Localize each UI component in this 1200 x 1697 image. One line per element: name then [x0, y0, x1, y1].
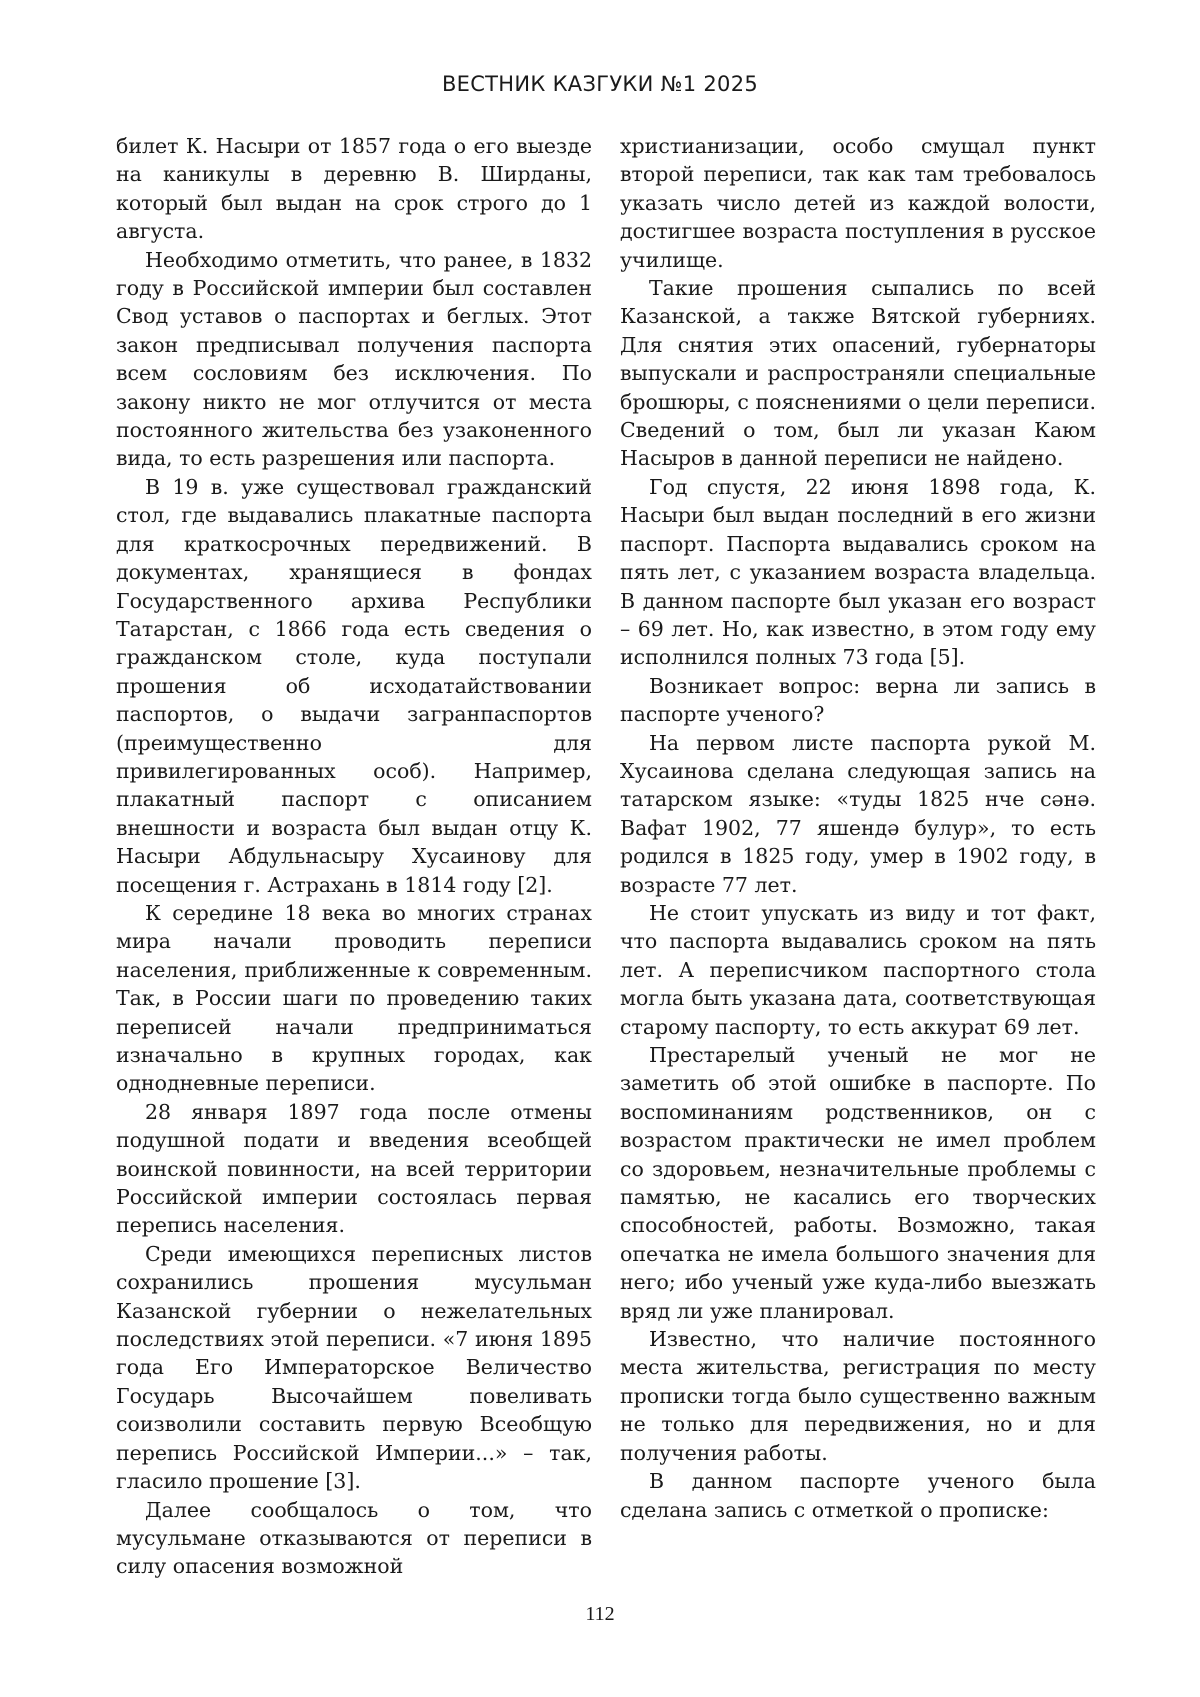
paragraph: Известно, что наличие постоянного места жительства, регистрация по месту прописки тогда было существенно важным не только для передвижения, но и для получения работы.: [620, 1327, 1096, 1465]
paragraph: Среди имеющихся переписных листов сохранились прошения мусульман Казанской губернии о нежелательных последствиях этой переписи. «7 июня 1895 года Его Императорское Величество Государь Высочайшем повеливать соизволили составить первую Всеобщую перепись Российской Империи...» – так, гласило прошение [3].: [116, 1241, 592, 1494]
paragraph: Престарелый ученый не мог не заметить об этой ошибке в паспорте. По воспоминаниям родственников, он с возрастом практически не имел проблем со здоровьем, незначительные проблемы с памятью, не касались его творческих способностей, работы. Возможно, такая опечатка не имела большого значения для него; ибо ученый уже куда-либо выезжать вряд ли уже планировал.: [620, 1043, 1096, 1323]
page-number: 112: [585, 1603, 615, 1625]
right-column: [620, 132, 1096, 1524]
paragraph: Не стоит упускать из виду и тот факт, что паспорта выдавались сроком на пять лет. А переписчиком паспортного стола могла быть указана дата, соответствующая старому паспорту, то есть аккурат 69 лет.: [620, 900, 1096, 1039]
paragraph: 28 января 1897 года после отмены подушной подати и введения всеобщей воинской повинности, на всей территории Российской империи состоялась первая перепись населения.: [116, 1099, 592, 1238]
paragraph: Такие прошения сыпались по всей Казанской, а также Вятской губерниях. Для снятия этих опасений, губернаторы выпускали и распространяли специальные брошюры, с пояснениями о цели переписи. Сведений о том, был ли указан Каюм Насыров в данной переписи не найдено.: [620, 276, 1096, 471]
paragraph: Год спустя, 22 июня 1898 года, К. Насыри был выдан последний в его жизни паспорт. Паспорта выдавались сроком на пять лет, с указанием возраста владельца. В данном паспорте был указан его возраст – 69 лет. Но, как известно, в этом году ему исполнился полных 73 года [5].: [620, 474, 1096, 670]
paragraph: К середине 18 века во многих странах мира начали проводить переписи населения, приближенные к современным. Так, в России шаги по проведению таких переписей начали предприниматься изначально в крупных городах, как однодневные переписи.: [116, 900, 592, 1096]
paragraph: Необходимо отметить, что ранее, в 1832 году в Российской империи был составлен Свод уставов о паспортах и беглых. Этот закон предписывал получения паспорта всем сословиям без исключения. По закону никто не мог отлучится от места постоянного жительства без узаконенного вида, то есть разрешения или паспорта.: [116, 247, 592, 471]
paragraph: На первом листе паспорта рукой М. Хусаинова сделана следующая запись на татарском языке: «туды 1825 нче сәнә. Вафат 1902, 77 яшендә булур», то есть родился в 1825 году, умер в 1902 году, в возрасте 77 лет.: [620, 730, 1096, 897]
paragraph: В данном паспорте ученого была сделана запись с отметкой о прописке:: [620, 1469, 1096, 1522]
paragraph: В 19 в. уже существовал гражданский стол, где выдавались плакатные паспорта для краткосрочных передвижений. В документах, хранящиеся в фондах Государственного архива Республики Татарстан, с 1866 года есть сведения о гражданском столе, куда поступали прошения об исходатайствовании паспортов, о выдачи загранпаспортов (преимущественно для привилегированных особ). Например, плакатный паспорт с описанием внешности и возраста был выдан отцу К. Насыри Абдульнасыру Хусаинову для посещения г. Астрахань в 1814 году [2].: [116, 474, 592, 897]
paragraph: билет К. Насыри от 1857 года о его выезде на каникулы в деревню В. Ширданы, который был выдан на срок строго до 1 августа.: [116, 134, 592, 244]
paragraph: Далее сообщалось о том, что мусульмане отказываются от переписи в силу опасения возможной: [116, 1497, 592, 1579]
paragraph: христианизации, особо смущал пункт второй переписи, так как там требовалось указать число детей из каждой волости, достигшее возраста поступления в русское училище.: [620, 134, 1096, 272]
paragraph: Возникает вопрос: верна ли запись в паспорте ученого?: [620, 673, 1096, 727]
running-header: ВЕСТНИК КАЗГУКИ №1 2025: [441, 72, 759, 96]
left-column: [116, 132, 592, 1581]
